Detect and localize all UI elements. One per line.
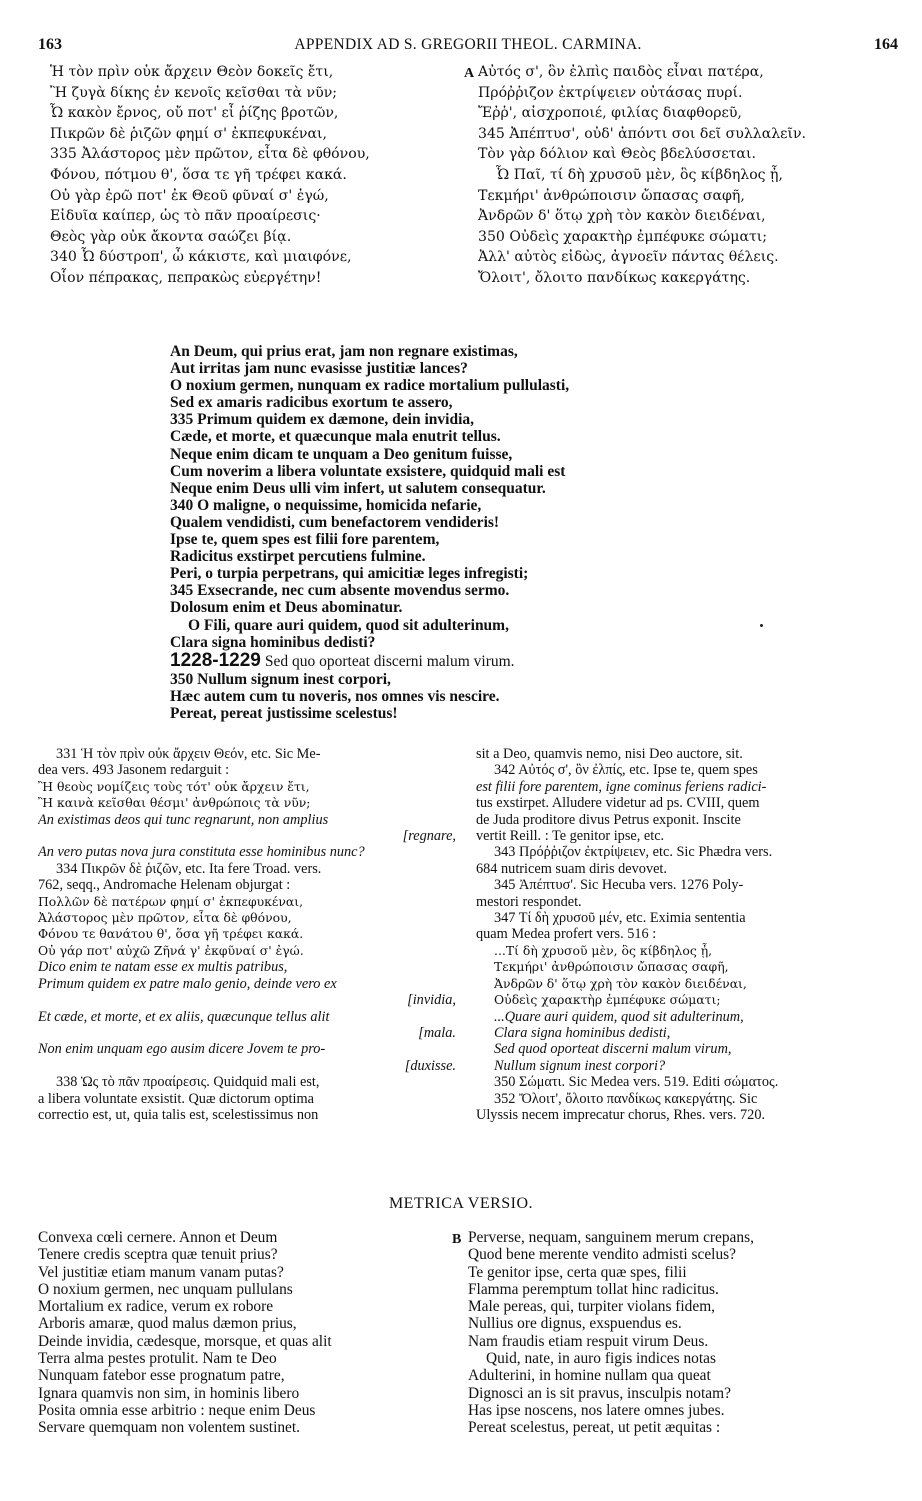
metrica-line: Tenere credis sceptra quæ tenuit prius?	[38, 1246, 278, 1264]
note-greek-line: Ἀλάστορος μὲν πρῶτον, εἶτα δὲ φθόνου,	[38, 910, 292, 926]
greek-line: Ὦ κακὸν ἔρνος, οὔ ποτ' εἶ ῥίζης βροτῶν,	[50, 105, 339, 122]
note-line: 347 Τί δὴ χρυσοῦ μέν, etc. Eximia sententia	[494, 910, 746, 927]
page-number-right: 164	[874, 36, 898, 53]
note-line: a libera voluntate exsistit. Quæ dictorum optima	[38, 1090, 314, 1107]
column-marker-a: A	[464, 66, 475, 81]
note-line: Ulyssis necem imprecatur chorus, Rhes. vers. 720.	[476, 1106, 766, 1123]
note-line: mestori respondet.	[476, 893, 582, 910]
latin-line: Aut irritas jam nunc evasisse justitiæ lances?	[170, 360, 468, 378]
latin-line: 350 Nullum signum inest corpori,	[170, 670, 391, 688]
metrica-line: Te genitor ipse, certa quæ spes, filii	[468, 1263, 687, 1281]
latin-line-fragment: Sed quo oporteat discerni malum virum.	[264, 652, 515, 670]
latin-line: Peri, o turpia perpetrans, qui amicitiæ leges infregisti;	[170, 565, 529, 583]
latin-line: Pereat, pereat justissime scelestus!	[170, 704, 398, 722]
latin-line: Cum noverim a libera voluntate exsistere, quidquid mali est	[170, 462, 566, 480]
note-line: An vero putas nova jura constituta esse hominibus nunc?	[38, 844, 365, 861]
note-line: [regnare,	[402, 828, 456, 845]
column-number-marker: 1228-1229	[170, 650, 261, 671]
note-line: Sed quod oporteat discerni malum virum,	[494, 1041, 732, 1058]
greek-line: 335 Ἀλάστορος μὲν πρῶτον, εἶτα δὲ φθόνου,	[50, 146, 370, 163]
note-line: 350 Σώματι. Sic Medea vers. 519. Editi σώματος.	[494, 1074, 779, 1091]
latin-line: Radicitus exstirpet percutiens fulmine.	[170, 548, 426, 566]
greek-line: Ὄλοιτ', ὄλοιτο πανδίκως κακεργάτης.	[478, 269, 751, 286]
running-header	[38, 36, 898, 56]
latin-line: Neque enim Deus ulli vim infert, ut salutem consequatur.	[170, 479, 546, 497]
note-greek-line: Ἀνδρῶν δ' ὅτῳ χρὴ τὸν κακὸν διειδέναι,	[494, 975, 747, 991]
note-line: vertit Reill. : Te genitor ipse, etc.	[476, 828, 665, 845]
note-line: correctio est, ut, quia talis est, scelestissimus non	[38, 1106, 319, 1123]
note-line: Primum quidem ex patre malo genio, deinde vero ex	[38, 975, 337, 992]
greek-line: Πρόῤῥιζον ἐκτρίψειεν οὐτάσας πυρί.	[478, 84, 743, 101]
note-line: [invidia,	[407, 992, 456, 1009]
metrica-line: Deinde invidia, cædesque, morsque, et quas alit	[38, 1332, 332, 1350]
metrica-line: Quod bene merente vendito admisti scelus?	[468, 1246, 736, 1264]
metrica-line: Nam fraudis etiam respuit virum Deus.	[468, 1332, 709, 1350]
greek-line: 345 Ἀπέπτυσ', οὐδ' ἀπόντι σοι δεῖ συλλαλεῖν.	[478, 125, 807, 142]
greek-text-right	[478, 62, 898, 289]
metrica-line: Quid, nate, in auro figis indices notas	[486, 1350, 716, 1368]
latin-line: Qualem vendidisti, cum benefactorem vendideris!	[170, 513, 500, 531]
note-line: de Juda proditore divus Petrus exponit. Inscite	[476, 811, 741, 828]
metrica-line: Pereat scelestus, pereat, ut petit æquitas :	[468, 1419, 721, 1437]
metrica-line: Servare quemquam non volentem sustinet.	[38, 1419, 301, 1437]
note-greek-line: Ἢ θεοὺς νομίζεις τοὺς τότ' οὐκ ἄρχειν ἔτι,	[38, 778, 310, 794]
note-line: Nullum signum inest corpori?	[494, 1057, 666, 1074]
greek-line: Οὐ γὰρ ἐρῶ ποτ' ἐκ Θεοῦ φῦναί σ' ἐγώ,	[50, 187, 329, 204]
greek-line: Ἀλλ' αὐτὸς εἰδὼς, ἀγνοεῖν πάντας θέλεις.	[478, 249, 779, 266]
metrica-line: Arboris amaræ, quod malus dæmon prius,	[38, 1315, 297, 1333]
greek-line: 350 Οὐδεὶς χαρακτὴρ ἐμπέφυκε σώματι;	[478, 228, 768, 245]
greek-line: Ἔῤῥ', αἰσχροποιέ, φιλίας διαφθορεῦ,	[478, 105, 742, 122]
notes-left	[38, 746, 456, 1123]
greek-line: Τὸν γὰρ δόλιον καὶ Θεὸς βδελύσσεται.	[478, 146, 756, 163]
latin-line: Cæde, et morte, et quæcunque mala enutrit tellus.	[170, 428, 501, 446]
latin-line: Clara signa hominibus dedisti?	[170, 633, 376, 651]
note-line: dea vers. 493 Jasonem redarguit :	[38, 762, 230, 779]
latin-line: Hæc autem cum tu noveris, nos omnes vis nescire.	[170, 687, 500, 705]
note-line: Clara signa hominibus dedisti,	[494, 1024, 671, 1041]
greek-line: Ὦ Παῖ, τί δὴ χρυσοῦ μὲν, ὃς κίβδηλος ᾖ,	[496, 166, 783, 183]
note-greek-line: Φόνου τε θανάτου θ', ὅσα γῆ τρέφει κακά.	[38, 926, 304, 942]
note-line: Non enim unquam ego ausim dicere Jovem te pro-	[38, 1041, 326, 1058]
running-title: APPENDIX AD S. GREGORII THEOL. CARMINA.	[294, 36, 642, 53]
latin-line: 345 Exsecrande, nec cum absente movendus sermo.	[170, 582, 510, 600]
column-marker-b: B	[452, 1232, 462, 1247]
metrica-line: Mortalium ex radice, verum ex robore	[38, 1298, 274, 1316]
metrica-line: Perverse, nequam, sanguinem merum crepans,	[468, 1229, 754, 1246]
greek-text-left	[50, 62, 460, 289]
latin-line: An Deum, qui prius erat, jam non regnare existimas,	[170, 343, 518, 360]
latin-line: Ipse te, quem spes est filii fore parentem,	[170, 531, 440, 549]
metrica-line: Has ipse noscens, nos latere omnes jubes.	[468, 1401, 725, 1419]
metrica-line: O noxium germen, nec unquam pullulans	[38, 1280, 293, 1298]
latin-line: Dolosum enim et Deus abominatur.	[170, 599, 403, 617]
greek-line: Οἷον πέπρακας, πεπρακὼς εὐεργέτην!	[50, 269, 322, 286]
note-line: An existimas deos qui tunc regnarunt, non amplius	[38, 811, 329, 828]
section-title-metrica: METRICA VERSIO.	[388, 1195, 534, 1212]
note-line: 331 Ἡ τὸν πρὶν οὐκ ἄρχειν Θεόν, etc. Sic Me-	[56, 746, 321, 762]
print-speck	[760, 624, 763, 627]
note-line: [mala.	[418, 1024, 456, 1041]
greek-line: Εἰδυῖα καίπερ, ὡς τὸ πᾶν προαίρεσις·	[50, 208, 321, 225]
note-line: 338 Ὡς τὸ πᾶν προαίρεσις. Quidquid mali est,	[56, 1074, 320, 1091]
note-line: 352 Ὄλοιτ', ὄλοιτο πανδίκως κακεργάτης. Sic	[494, 1090, 758, 1107]
note-greek-line: Οὐ γάρ ποτ' αὐχῶ Ζῆνά γ' ἐκφῦναί σ' ἐγώ.	[38, 942, 304, 958]
metrica-line: Dignosci an is sit pravus, insculpis notam?	[468, 1384, 731, 1402]
greek-line: 340 Ὦ δύστροπ', ὦ κάκιστε, καὶ μιαιφόνε,	[50, 249, 352, 266]
page-number-left: 163	[38, 36, 62, 53]
greek-line: Ἡ τὸν πρὶν οὐκ ἄρχειν Θεὸν δοκεῖς ἔτι,	[50, 64, 334, 80]
latin-line: O Fili, quare auri quidem, quod sit adulterinum,	[188, 616, 509, 634]
metrica-line: Flamma peremptum tollat hinc radicitus.	[468, 1280, 719, 1298]
latin-line: Sed ex amaris radicibus exortum te assero,	[170, 394, 453, 412]
note-line: est filii fore parentem, igne cominus feriens radici-	[476, 778, 767, 795]
note-greek-line: Τεκμήρι' ἀνθρώποισιν ὤπασας σαφῆ,	[494, 959, 729, 975]
note-greek-line: Ἢ καινὰ κεῖσθαι θέσμι' ἀνθρώποις τὰ νῦν;	[38, 795, 311, 811]
note-line: 342 Αὐτός σ', ὃν ἐλπίς, etc. Ipse te, quem spes	[494, 762, 758, 779]
note-line: quam Medea profert vers. 516 :	[476, 926, 657, 943]
note-line: ...Quare auri quidem, quod sit adulterinum,	[494, 1008, 744, 1025]
metrica-line: Nunquam fatebor esse prognatum patre,	[38, 1367, 285, 1385]
metrica-line: Convexa cœli cernere. Annon et Deum	[38, 1229, 278, 1246]
greek-line: Ἀνδρῶν δ' ὅτῳ χρὴ τὸν κακὸν διειδέναι,	[478, 208, 766, 225]
metrica-left	[38, 1229, 448, 1437]
note-line: 343 Πρόῤῥιζον ἐκτρίψειεν, etc. Sic Phædra vers.	[494, 844, 773, 861]
greek-line: Τεκμήρι' ἀνθρώποισιν ὤπασας σαφῆ,	[478, 187, 745, 204]
greek-line: Θεὸς γὰρ οὐκ ἄκοντα σαώζει βίᾳ.	[50, 228, 292, 245]
metrica-line: Terra alma pestes protulit. Nam te Deo	[38, 1350, 277, 1368]
metrica-line: Adulterini, in homine nullam qua queat	[468, 1367, 711, 1385]
latin-line: 335 Primum quidem ex dæmone, dein invidia,	[170, 411, 474, 429]
note-greek-line: ...Τί δὴ χρυσοῦ μὲν, ὃς κίβδηλος ᾖ,	[494, 942, 713, 958]
latin-line: 340 O maligne, o nequissime, homicida nefarie,	[170, 496, 482, 514]
note-line: 684 nutricem suam diris devovet.	[476, 860, 667, 877]
greek-line: Αὐτός σ', ὃν ἐλπὶς παιδὸς εἶναι πατέρα,	[478, 64, 764, 80]
note-line: Et cæde, et morte, et ex aliis, quæcunque tellus alit	[38, 1008, 330, 1025]
latin-line: O noxium germen, nunquam ex radice mortalium pullulasti,	[170, 377, 570, 395]
note-line: 762, seqq., Andromache Helenam objurgat :	[38, 877, 291, 894]
metrica-line: Vel justitiæ etiam manum vanam putas?	[38, 1263, 284, 1281]
note-line: 345 Ἀπέπτυσ'. Sic Hecuba vers. 1276 Poly-	[494, 877, 744, 894]
note-line: Dico enim te natam esse ex multis patribus,	[38, 959, 288, 976]
greek-line: Φόνου, πότμου θ', ὅσα τε γῆ τρέφει κακά.	[50, 166, 347, 183]
greek-line: Πικρῶν δὲ ῥιζῶν φημί σ' ἐκπεφυκέναι,	[50, 125, 327, 142]
metrica-line: Nullius ore dignus, exspuendus es.	[468, 1315, 682, 1333]
metrica-line: Ignara quamvis non sim, in hominis libero	[38, 1384, 300, 1402]
note-line: tus exstirpet. Alludere videtur ad ps. CVIII, quem	[476, 795, 760, 812]
metrica-right	[468, 1229, 900, 1437]
note-greek-line: Πολλῶν δὲ πατέρων φημί σ' ἐκπεφυκέναι,	[38, 893, 304, 909]
greek-line: Ἢ ζυγὰ δίκης ἐν κενοῖς κεῖσθαι τὰ νῦν;	[50, 84, 338, 101]
notes-right	[476, 746, 900, 1123]
note-greek-line: Οὐδεὶς χαρακτὴρ ἐμπέφυκε σώματι;	[494, 992, 721, 1008]
note-line: 334 Πικρῶν δὲ ῥιζῶν, etc. Ita fere Troad. vers.	[56, 860, 322, 877]
note-line: sit a Deo, quamvis nemo, nisi Deo auctore, sit.	[476, 746, 743, 762]
latin-line-with-column-number	[170, 651, 770, 671]
latin-translation	[170, 343, 770, 722]
latin-line: Neque enim dicam te unquam a Deo genitum fuisse,	[170, 445, 513, 463]
metrica-line: Male pereas, qui, turpiter violans fidem,	[468, 1298, 716, 1316]
metrica-line: Posita omnia esse arbitrio : neque enim Deus	[38, 1401, 316, 1419]
note-line: [duxisse.	[404, 1057, 456, 1074]
